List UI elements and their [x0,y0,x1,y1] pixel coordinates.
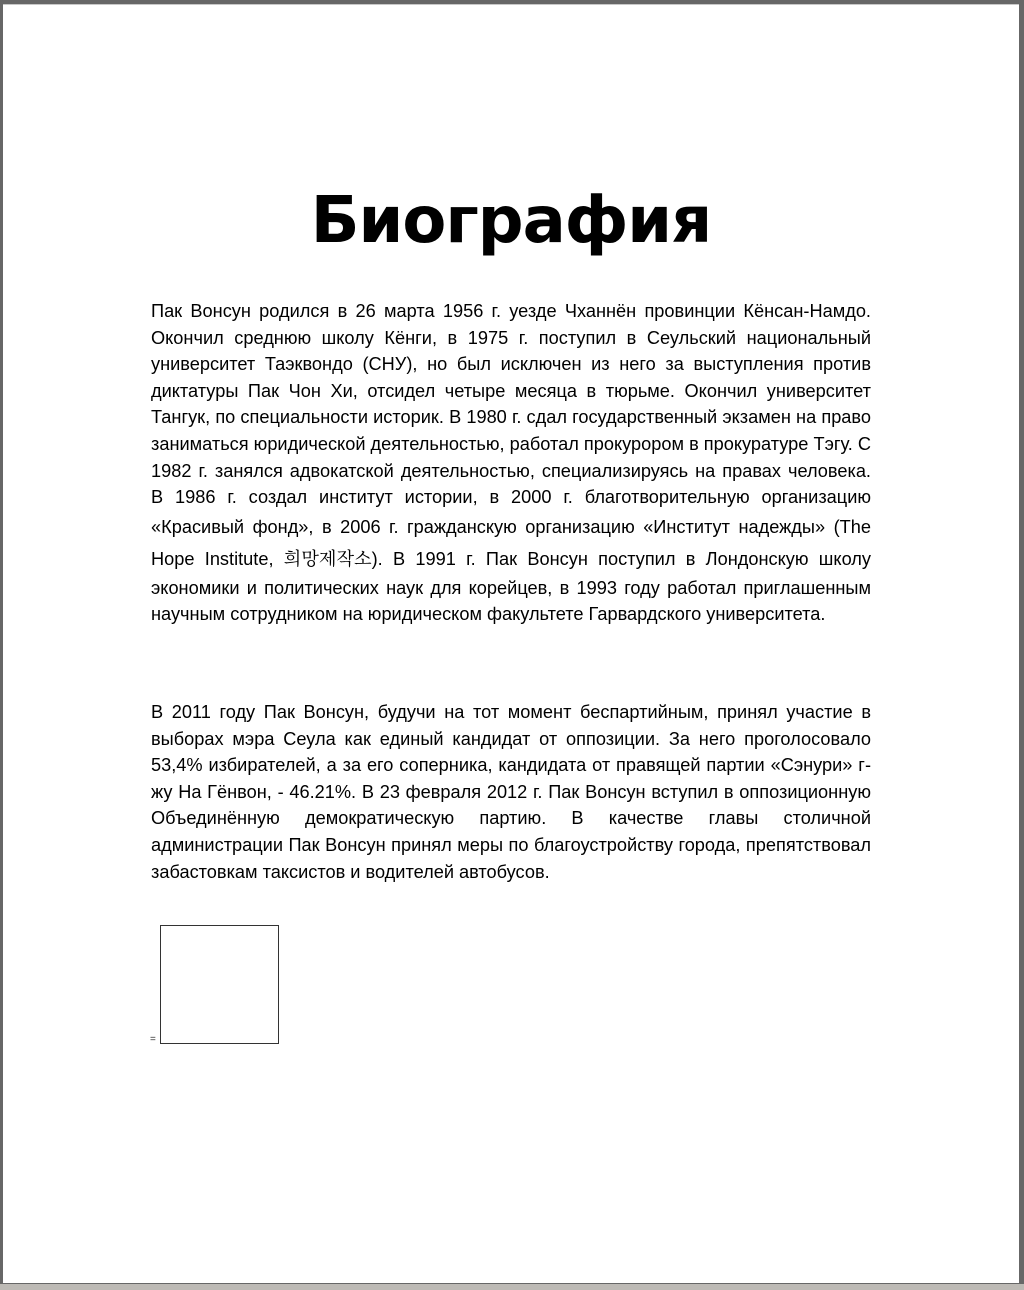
paragraph-1-text-c: школу экономики и политических наук для корейцев, в 1993 году работал приглашенным научным сотрудником на юридическом факультете Гарвардского университета. [151,548,871,625]
page-title: Биография [310,184,712,258]
viewer-bottom-strip [0,1284,1024,1290]
biography-paragraph-2: В 2011 году Пак Вонсун, будучи на тот момент беспартийным, принял участие в выборах мэра Сеула как единый кандидат от оппозиции. За него проголосовало 53,4% избирателей, а за его соперника, кандидата от правящей партии «Сэнури» г-жу На Гёнвон, - 46.21%. В 23 февраля 2012 г. Пак Вонсун вступил в оппозиционную Объединённую демократическую партию. В качестве главы столичной администрации Пак Вонсун принял меры по благоустройству города, препятствовал забастовкам таксистов и водителей автобусов. [151,702,871,882]
image-anchor-mark: = [150,1034,156,1045]
image-placeholder [160,925,279,1044]
paragraph-1-text-b: (The Hope Institute, 희망제작소). В 1991 г. Пак Вонсун поступил в Лондонскую [151,516,871,569]
paragraph-1-text-a: Пак Вонсун родился в 26 марта 1956 г. уезде Чханнён провинции Кёнсан-Намдо. Окончил среднюю школу Кёнги, в 1975 г. поступил в Сеульский национальный университет Таэквондо (СНУ), но был исключен из него за выступления против диктатуры Пак Чон Хи, отсидел четыре месяца в тюрьме. Окончил университет Тангук, по специальности историк. В 1980 г. сдал государственный экзамен на право заниматься юридической деятельностью, работал прокурором в прокуратуре Тэгу. С 1982 г. занялся адвокатской деятельностью, специализируясь на правах человека. В 1986 г. создал институт истории, в 2000 г. благотворительную организацию «Красивый фонд», в 2006 г. гражданскую организацию «Институт надежды» [151,301,871,537]
document-page [3,4,1019,1283]
biography-paragraph-1 [151,298,871,628]
